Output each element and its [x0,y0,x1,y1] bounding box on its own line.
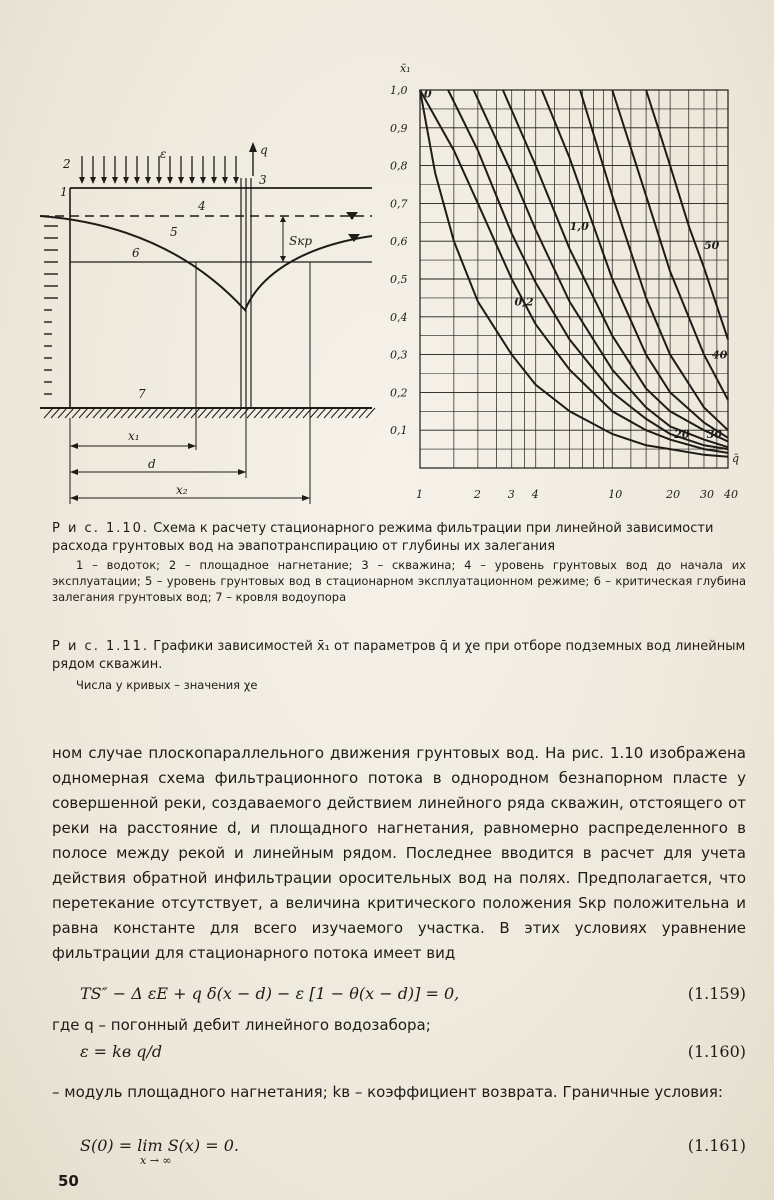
x-axis-label: q̄ [732,452,740,465]
equation-1-159-formula: TS″ − Δ εE + q δ(x − d) − ε [1 − θ(x − d)] = 0, [80,984,460,1003]
y-tick-label: 0,9 [390,121,408,135]
y-tick-label: 0,5 [390,273,408,286]
body-paragraph-1: ном случае плоскопараллельного движения грунтовых вод. На рис. 1.10 изображена одномерная схема фильтрационного потока в однородном безнапорном пласте у совершенной реки, создаваемого действием линейного ряда скважин, отстоящего от реки на расстояние d, и площадного нагнетания, равномерно распределенного в полосе между рекой и линейным рядом. Последнее вводится в расчет для учета действия обратной инфильтрации оросительных вод на полях. Предполагается, что перетекание отсутствует, а величина критического положения Sкр положительна и равна константе для всего изучаемого участка. В этих условиях уравнение фильтрации для стационарного потока имеет вид [52,744,746,962]
label-q: q [260,143,268,157]
fig-1-10-caption [52,520,746,556]
equation-1-159-number: (1.159) [687,984,746,1003]
page-number: 50 [58,1172,79,1190]
equation-1-159 [80,984,746,1008]
fig-1-10-title: Схема к расчету стационарного режима фильтрации при линейной зависимости расхода грунтовых вод на эвапотранспирацию от глубины их залегания [52,521,714,554]
y-tick-label: 0,3 [390,348,408,362]
series-label: 40 [711,348,728,362]
y-tick-label: 0,8 [390,159,408,173]
x-tick-label: 1 [416,488,423,501]
label-1: 1 [60,185,68,199]
series-label: 50 [703,238,720,252]
equation-1-161-number: (1.161) [687,1136,746,1155]
y-tick-label: 1,0 [390,84,408,97]
x-tick-label: 10 [608,488,623,501]
series-label: 30 [706,427,723,441]
y-tick-label: 0,7 [390,197,408,211]
x-tick-label: 4 [531,488,539,501]
series-label: 1,0 [569,219,589,233]
x-tick-label: 40 [724,488,738,501]
label-6: 6 [132,246,140,260]
equation-1-161 [80,1136,746,1167]
y-tick-label: 0,1 [390,424,408,438]
x-tick-label: 30 [699,488,714,501]
label-7: 7 [138,387,146,401]
series-label: 0,2 [514,295,534,309]
fig-1-10-lead: Р и с. 1.10. [52,521,150,536]
label-2: 2 [63,157,71,171]
figure-1-11-chart [0,0,774,520]
label-x2: x₂ [176,483,188,497]
body-paragraph-2: где q – погонный дебит линейного водозабора; [52,1016,431,1034]
y-tick-label: 0,2 [390,386,408,400]
equation-1-160-number: (1.160) [687,1042,746,1061]
x-tick-label: 3 [507,488,515,501]
body-paragraph-3: – модуль площадного нагнетания; kв – коэффициент возврата. Граничные условия: [52,1083,723,1101]
label-5: 5 [170,225,178,239]
x-tick-label: 20 [666,488,681,501]
x-tick-label: 2 [473,488,481,501]
equation-1-161-limit: x → ∞ [140,1154,172,1167]
fig-1-11-note: Числа у кривых – значения χe [76,678,258,692]
equation-1-160 [80,1042,746,1066]
series-curve [503,90,728,442]
label-3: 3 [259,173,267,187]
series-curve [448,90,728,449]
label-x1: x₁ [128,429,140,443]
series-label: 20 [674,427,690,441]
y-tick-label: 0,4 [390,310,408,324]
equation-1-160-formula: ε = kв q/d [80,1042,163,1061]
label-skr: Sкр [289,234,313,248]
y-axis-label: x̄₁ [400,62,411,75]
series-label: 0 [424,87,432,101]
y-tick-label: 0,6 [390,235,408,249]
fig-1-10-legend: 1 – водоток; 2 – площадное нагнетание; 3 – скважина; 4 – уровень грунтовых вод до начала их эксплуатации; 5 – уровень грунтовых вод в стационарном эксплуатационном режиме; 6 – критическая глубина залегания грунтовых вод; 7 – кровля водоупора [52,558,746,604]
fig-1-11-caption [52,638,746,674]
label-epsilon: ε [160,147,167,161]
equation-1-161-formula: S(0) = lim S(x) = 0. [80,1136,240,1155]
label-4: 4 [198,199,206,213]
label-d: d [148,457,156,471]
fig-1-11-title: Графики зависимостей x̄₁ от параметров q̄ и χe при отборе подземных вод линейным рядом скважин. [52,639,746,672]
fig-1-11-lead: Р и с. 1.11. [52,639,150,654]
